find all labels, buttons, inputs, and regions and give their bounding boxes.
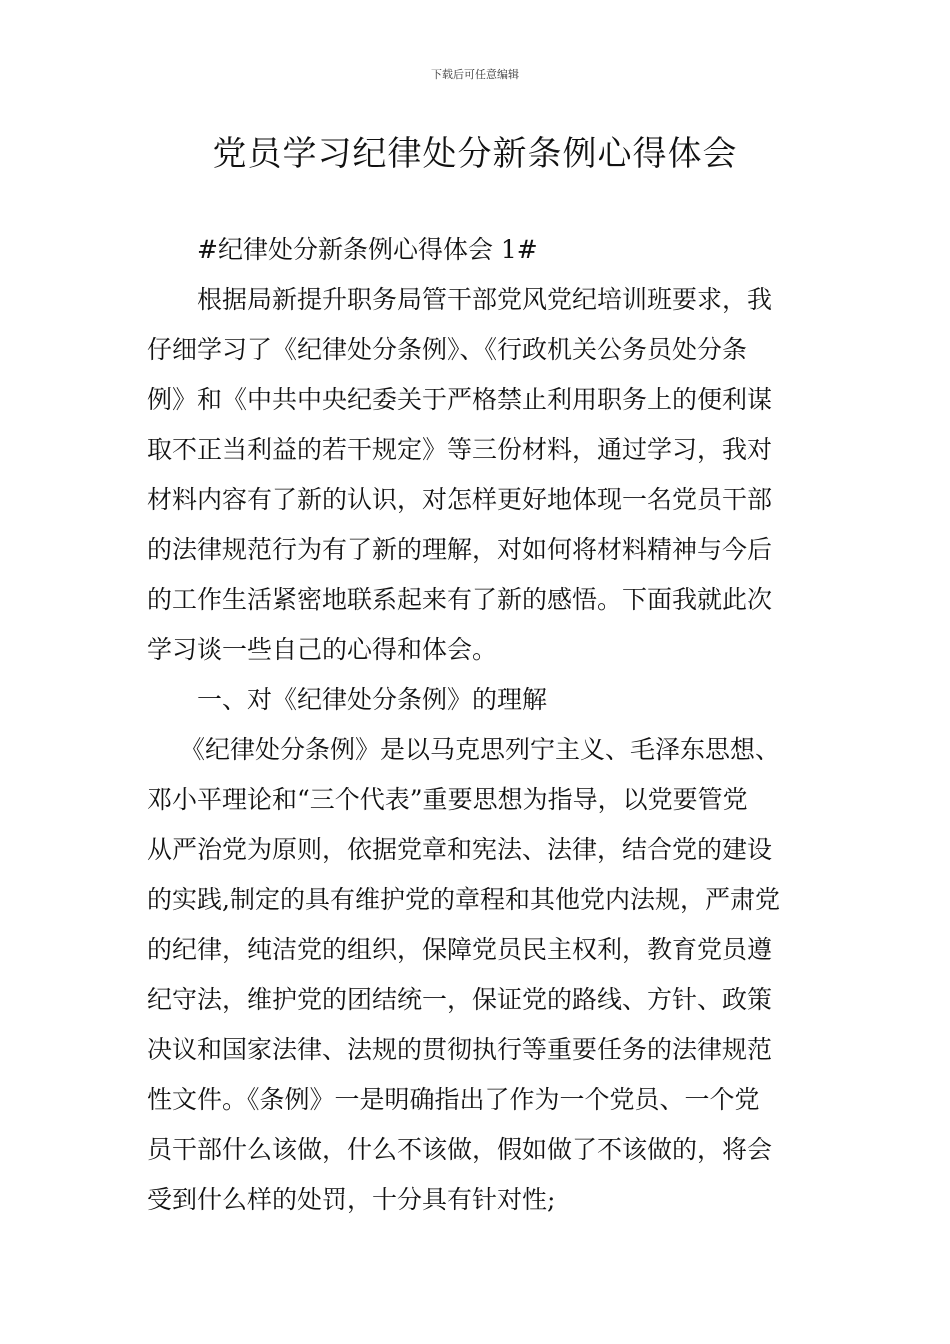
paragraph-line: 的工作生活紧密地联系起来有了新的感悟。下面我就此次 [147, 585, 773, 614]
paragraph-line: 学习谈一些自己的心得和体会。 [147, 635, 498, 664]
paragraph-line: 决议和国家法律、法规的贯彻执行等重要任务的法律规范 [147, 1035, 773, 1064]
paragraph-line: 邓小平理论和“三个代表”重要思想为指导，以党要管党 [147, 785, 748, 814]
paragraph-line: 仔细学习了《纪律处分条例》、《行政机关公务员处分条 [147, 335, 748, 364]
paragraph-line: 的法律规范行为有了新的理解，对如何将材料精神与今后 [147, 535, 773, 564]
paragraph-line: 例》和《中共中央纪委关于严格禁止利用职务上的便利谋 [147, 385, 773, 414]
section-heading-1: #纪律处分新条例心得体会 1# [197, 235, 538, 264]
paragraph-line: 取不正当利益的若干规定》等三份材料，通过学习，我对 [147, 435, 773, 464]
document-title: 党员学习纪律处分新条例心得体会 [212, 134, 738, 174]
paragraph-line: 从严治党为原则，依据党章和宪法、法律，结合党的建设 [147, 835, 773, 864]
section-heading-2: 一、对《纪律处分条例》的理解 [197, 685, 548, 714]
paragraph-line: 性文件。《条例》一是明确指出了作为一个党员、一个党 [147, 1085, 760, 1114]
paragraph-line: 受到什么样的处罚，十分具有针对性; [147, 1185, 556, 1214]
paragraph-line: 《纪律处分条例》是以马克思列宁主义、毛泽东思想、 [180, 735, 781, 764]
paragraph-line: 纪守法，维护党的团结统一，保证党的路线、方针、政策 [147, 985, 773, 1014]
paragraph-line: 员干部什么该做，什么不该做，假如做了不该做的，将会 [147, 1135, 773, 1164]
paragraph-line: 的实践,制定的具有维护党的章程和其他党内法规，严肃党 [147, 885, 780, 914]
paragraph-line: 的纪律，纯洁党的组织，保障党员民主权利，教育党员遵 [147, 935, 773, 964]
paragraph-line: 材料内容有了新的认识，对怎样更好地体现一名党员干部 [147, 485, 773, 514]
header-note: 下载后可任意编辑 [431, 68, 519, 81]
paragraph-line: 根据局新提升职务局管干部党风党纪培训班要求，我 [197, 285, 773, 314]
